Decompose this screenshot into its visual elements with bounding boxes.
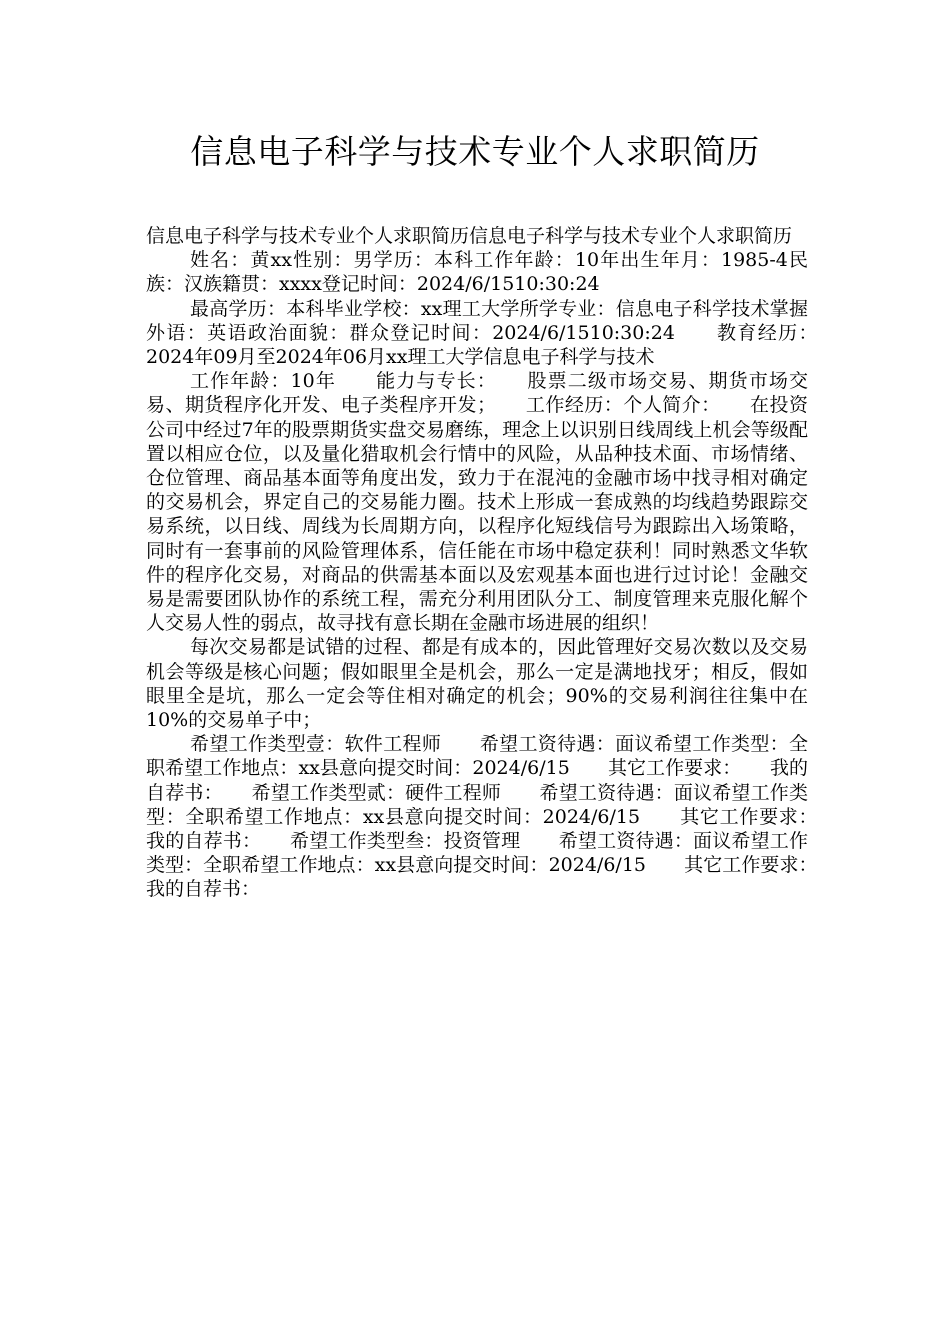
basic-info-paragraph: 姓名：黄xx性别：男学历：本科工作年龄：10年出生年月：1985-4民族：汉族籍贯：xxxx登记时间：2024/6/1510:30:24 bbox=[146, 249, 808, 296]
job-intention-paragraph: 希望工作类型壹：软件工程师 希望工资待遇：面议希望工作类型：全职希望工作地点：xx县意向提交时间：2024/6/15 其它工作要求： 我的自荐书： 希望工作类型贰：硬件工程师 希望工资待遇：面议希望工作类型：全职希望工作地点：xx县意向提交时间：2024/6/15 其它工作要求： 我的自荐书： 希望工作类型叁：投资管理 希望工资待遇：面议希望工作类型：全职希望工作地点：xx县意向提交时间：2024/6/15 其它工作要求： 我的自荐书： bbox=[146, 733, 847, 901]
philosophy-paragraph: 每次交易都是试错的过程、都是有成本的，因此管理好交易次数以及交易机会等级是核心问题；假如眼里全是机会，那么一定是满地找牙；相反，假如眼里全是坑，那么一定会等住相对确定的机会；90%的交易利润往往集中在10%的交易单子中； bbox=[146, 636, 808, 732]
document-title: 信息电子科学与技术专业个人求职简历 bbox=[190, 132, 760, 171]
intro-paragraph: 信息电子科学与技术专业个人求职简历信息电子科学与技术专业个人求职简历 bbox=[146, 225, 793, 247]
document-body bbox=[146, 224, 847, 902]
education-paragraph: 最高学历：本科毕业学校：xx理工大学所学专业：信息电子科学技术掌握外语：英语政治面貌：群众登记时间：2024/6/1510:30:24 教育经历： 2024年09月至2024年06月xx理工大学信息电子科学与技术 bbox=[146, 297, 847, 369]
experience-paragraph: 工作年龄：10年 能力与专长： 股票二级市场交易、期货市场交易、期货程序化开发、电子类程序开发； 工作经历：个人简介： 在投资公司中经过7年的股票期货实盘交易磨练，理念上以识别日线周线上机会等级配置以相应仓位，以及量化猎取机会行情中的风险，从品种技术面、市场情绪、仓位管理、商品基本面等角度出发，致力于在混沌的金融市场中找寻相对确定的交易机会，界定自己的交易能力圈。技术上形成一套成熟的均线趋势跟踪交易系统，以日线、周线为长周期方向，以程序化短线信号为跟踪出入场策略，同时有一套事前的风险管理体系，信任能在市场中稳定获利！同时熟悉文华软件的程序化交易，对商品的供需基本面以及宏观基本面也进行过讨论！金融交易是需要团队协作的系统工程，需充分利用团队分工、制度管理来克服化解个人交易人性的弱点，故寻找有意长期在金融市场进展的组织！ bbox=[146, 370, 808, 635]
